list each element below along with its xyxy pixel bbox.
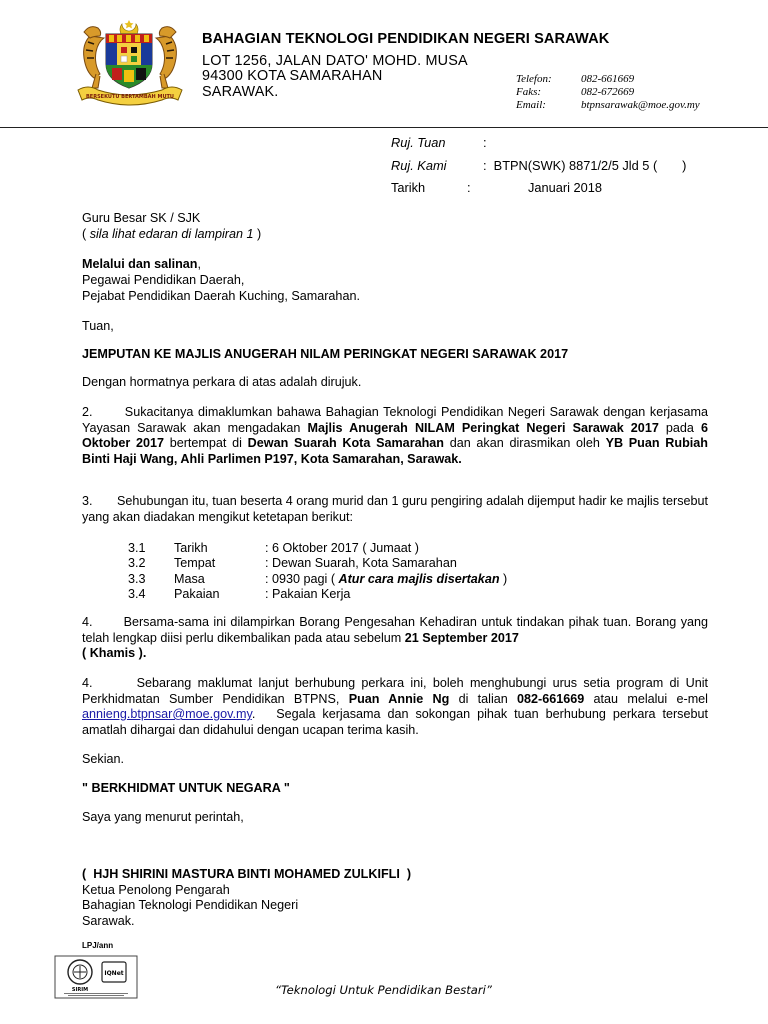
closing: Sekian. — [82, 752, 125, 766]
tarikh-label: Tarikh — [391, 180, 426, 195]
ruj-kami-label: Ruj. Kami — [391, 158, 447, 173]
sirim-label: SIRIM — [71, 987, 89, 993]
paragraph-2: 2. Sukacitanya dimaklumkan bahawa Bahagian Teknologi Pendidikan Negeri Sarawak dengan kerjasama Yayasan Sarawak akan mengadakan Majlis Anugerah NILAM Peringkat Negeri Sarawak 2017 pada 6 Oktober 2017 bertempat di Dewan Suarah Kota Samarahan dan akan dirasmikan oleh YB Puan Rubiah Binti Haji Wang, Ahli Parlimen P197, Kota Samarahan, Sarawak. — [82, 405, 712, 466]
email-label: Email: — [516, 99, 546, 111]
address-line-1: LOT 1256, JALAN DATO' MOHD. MUSA — [202, 53, 468, 69]
fax-label: Faks: — [516, 86, 542, 98]
paragraph-5: 4. Sebarang maklumat lanjut berhubung perkara ini, boleh menghubungi urus setia program di Unit Perkhidmatan Sumber Pendidikan BTPNS, Puan Annie Ng di talian 082-661669 atau melalui e-mel annieng.btpnsar@moe.gov.my. Segala kerjasama dan sokongan pihak tuan berhubung perkara tersebut amatlah dihargai dan didahului dengan ucapan terima kasih. — [82, 676, 712, 737]
address-line-3: SARAWAK. — [202, 84, 279, 100]
tarikh-colon: : — [467, 180, 471, 195]
signatory-state: Sarawak. — [82, 914, 135, 928]
header-divider — [0, 127, 768, 128]
contact-labels — [516, 73, 552, 112]
schedule-note: Atur cara majlis disertakan — [338, 571, 500, 586]
fax-value: 082-672669 — [581, 86, 635, 98]
signatory-title: Ketua Penolong Pengarah — [82, 883, 230, 897]
salutation: Tuan, — [82, 319, 114, 333]
via-line-1: Pegawai Pendidikan Daerah, — [82, 273, 245, 287]
address-line-2: 94300 KOTA SAMARAHAN — [202, 68, 383, 84]
recipient-line-1: Guru Besar SK / SJK — [82, 211, 201, 225]
coat-of-arms-logo — [68, 18, 192, 110]
org-name: BAHAGIAN TEKNOLOGI PENDIDIKAN NEGERI SARAWAK — [202, 31, 610, 47]
footer-tagline: “Teknologi Untuk Pendidikan Bestari” — [275, 983, 492, 997]
recipient-note: sila lihat edaran di lampiran 1 — [89, 227, 254, 241]
email-value[interactable]: btpnsarawak@moe.gov.my — [581, 99, 700, 111]
signatory-name: ( HJH SHIRINI MASTURA BINTI MOHAMED ZULKIFLI ) — [82, 867, 412, 881]
ruj-tuan-label: Ruj. Tuan — [391, 135, 446, 150]
subject-line: JEMPUTAN KE MAJLIS ANUGERAH NILAM PERINGKAT NEGERI SARAWAK 2017 — [82, 347, 569, 361]
iqnet-label: IQNet — [104, 970, 124, 977]
crest-motto: BERSEKUTU BERTAMBAH MUTU — [86, 94, 174, 100]
phone-label: Telefon: — [516, 73, 552, 85]
signatory-dept: Bahagian Teknologi Pendidikan Negeri — [82, 898, 299, 912]
ruj-tuan-value: : — [483, 135, 487, 150]
via-heading: Melalui dan salinan, — [82, 257, 201, 271]
via-line-2: Pejabat Pendidikan Daerah Kuching, Samarahan. — [82, 289, 360, 303]
contact-values — [581, 73, 700, 112]
tarikh-value: Januari 2018 — [528, 180, 602, 195]
phone-value: 082-661669 — [581, 73, 635, 85]
sign-off: Saya yang menurut perintah, — [82, 810, 244, 824]
email-link[interactable]: annieng.btpnsar@moe.gov.my — [82, 707, 252, 721]
recipient-line-2: ( sila lihat edaran di lampiran 1 ) — [82, 227, 262, 241]
paragraph-4: 4. Bersama-sama ini dilampirkan Borang Pengesahan Kehadiran untuk tindakan pihak tuan. Borang yang telah lengkap diisi perlu dikembalikan pada atau sebelum 21 September 2017 ( Khamis ). — [82, 615, 712, 660]
opening-sentence: Dengan hormatnya perkara di atas adalah dirujuk. — [82, 375, 362, 389]
paragraph-3: 3. Sehubungan itu, tuan beserta 4 orang murid dan 1 guru pengiring adalah dijemput hadir ke majlis tersebut yang akan diadakan mengikut ketetapan berikut: — [82, 494, 712, 524]
ruj-kami-value: : BTPN(SWK) 8871/2/5 Jld 5 ( ) — [483, 158, 687, 173]
sirim-certification-logo — [54, 955, 138, 999]
reference-initials: LPJ/ann — [82, 941, 114, 950]
motto: " BERKHIDMAT UNTUK NEGARA " — [82, 781, 290, 795]
